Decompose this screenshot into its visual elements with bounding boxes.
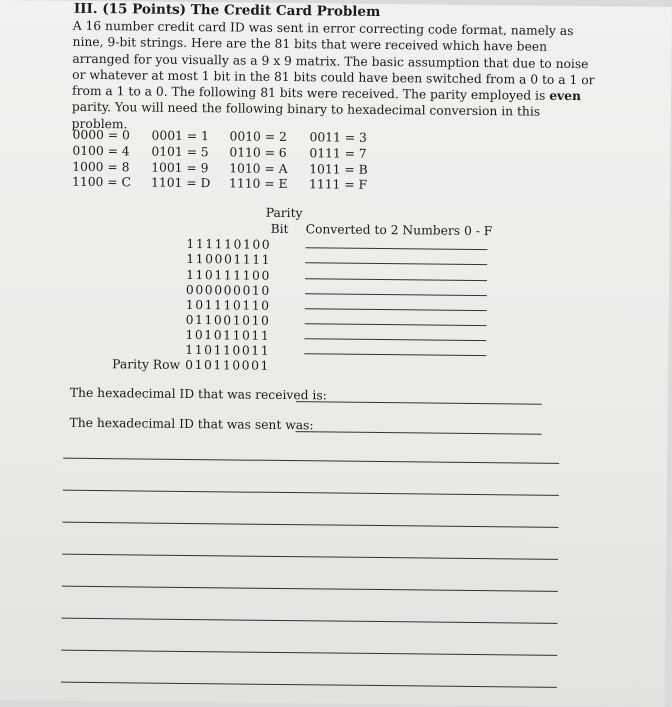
- work-line[interactable]: [63, 490, 559, 496]
- answer-blank[interactable]: [305, 278, 487, 281]
- conversion-entry: 1011 = B: [309, 162, 368, 177]
- work-line[interactable]: [61, 650, 557, 656]
- received-answer-line[interactable]: [296, 401, 542, 405]
- matrix-row: 101011011: [185, 327, 271, 343]
- matrix-row: 011001010: [185, 312, 271, 328]
- conversion-entry: 1010 = A: [229, 161, 288, 177]
- conversion-entry: 0001 = 1: [151, 128, 209, 144]
- parity-row-label: Parity Row: [112, 357, 181, 372]
- conversion-entry: 1000 = 8: [72, 159, 130, 175]
- received-question: The hexadecimal ID that was received is:: [69, 385, 327, 403]
- conversion-entry: 0011 = 3: [309, 130, 367, 145]
- work-line[interactable]: [62, 554, 558, 560]
- matrix-row: 110111100: [186, 267, 272, 283]
- answer-blank[interactable]: [305, 293, 487, 296]
- parity-row: 010110001: [185, 357, 271, 373]
- sent-answer-line[interactable]: [295, 431, 541, 435]
- conversion-entry: 0000 = 0: [72, 127, 130, 143]
- work-line[interactable]: [61, 682, 557, 688]
- matrix-row: 111110100: [186, 236, 272, 252]
- conversion-entry: 1111 = F: [309, 177, 368, 192]
- work-line[interactable]: [62, 586, 558, 592]
- conversion-entry: 1110 = E: [229, 176, 288, 192]
- answer-blank[interactable]: [304, 353, 486, 356]
- description-part-1: A 16 number credit card ID was sent in error correcting code format, namely as nine, 9-bit strings. Here are the 81 bits that were received which have been arranged for you visually as a 9 x 9 matrix. The basic assumption that due to noise or whatever at most 1 bit in the 81 bits could have been switched from a 0 to a 1 or from a 1 to a 0. The following 81 bits were received. The parity employed is: [71, 18, 595, 103]
- conversion-entry: 0111 = 7: [309, 146, 367, 161]
- converted-header: Converted to 2 Numbers 0 - F: [305, 222, 493, 239]
- matrix-row: 110110011: [185, 342, 271, 358]
- matrix-row: 101110110: [185, 297, 271, 313]
- problem-description: [72, 18, 598, 138]
- answer-blank[interactable]: [305, 308, 487, 311]
- parity-header: Parity: [265, 205, 303, 221]
- answer-blank[interactable]: [304, 338, 486, 341]
- work-line[interactable]: [62, 618, 558, 624]
- conversion-entry: 1001 = 9: [151, 160, 209, 176]
- conversion-entry: 0010 = 2: [229, 129, 287, 145]
- problem-title: III. (15 Points) The Credit Card Problem: [73, 0, 381, 20]
- answer-blank[interactable]: [305, 247, 487, 250]
- conversion-entry: 1100 = C: [72, 174, 131, 190]
- matrix-row: 000000010: [185, 282, 271, 298]
- conversion-entry: 0100 = 4: [72, 143, 130, 159]
- description-part-2: parity. You will need the following binary to hexadecimal conversion in this problem.: [71, 100, 541, 132]
- matrix-row: 110001111: [186, 251, 272, 267]
- answer-blank[interactable]: [305, 323, 487, 326]
- even-emphasis: even: [549, 87, 582, 104]
- conversion-entry: 0101 = 5: [151, 144, 209, 160]
- answer-blank[interactable]: [305, 262, 487, 265]
- bit-header: Bit: [270, 221, 289, 237]
- conversion-entry: 1101 = D: [151, 175, 211, 191]
- conversion-entry: 0110 = 6: [229, 145, 287, 161]
- sent-question: The hexadecimal ID that was sent was:: [69, 415, 314, 433]
- work-line[interactable]: [63, 458, 559, 464]
- work-line[interactable]: [63, 522, 559, 528]
